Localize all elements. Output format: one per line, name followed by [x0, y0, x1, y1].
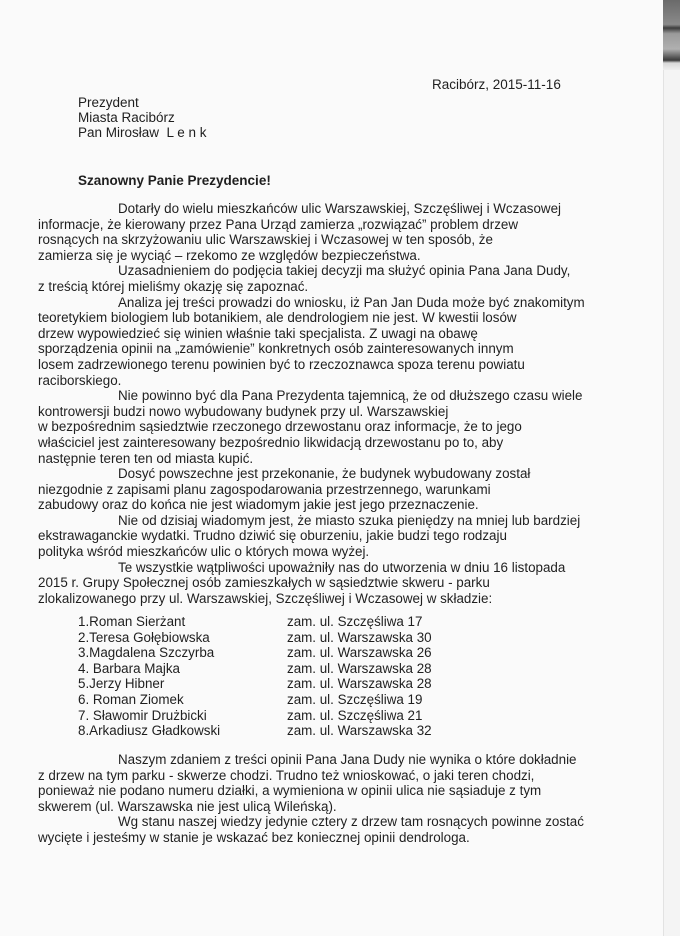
text-line: drzew wypowiedzieć się winien właśnie taki specjalista. Z uwagi na obawę: [38, 325, 478, 341]
member-row: [78, 676, 518, 692]
member-address: zam. ul. Warszawska 28: [287, 676, 432, 692]
paragraph: [38, 201, 638, 263]
member-address: zam. ul. Warszawska 28: [287, 660, 432, 676]
text-line: zlokalizowanego przy ul. Warszawskiej, Szczęśliwej i Wczasowej w składzie:: [38, 590, 493, 606]
greeting: Szanowny Panie Prezydencie!: [78, 173, 271, 188]
paragraph: [38, 263, 638, 294]
text-line: Nie od dzisiaj wiadomym jest, że miasto szuka pieniędzy na mniej lub bardziej: [118, 512, 581, 528]
member-row: [78, 708, 518, 724]
text-line: zabudowy oraz do końca nie jest wiadomym jakie jest jego przeznaczenie.: [38, 497, 479, 513]
member-address: zam. ul. Warszawska 32: [287, 723, 432, 739]
text-line: w bezpośrednim sąsiedztwie rzeczonego drzewostanu oraz informacje, że to jego: [38, 419, 522, 435]
member-name: 5.Jerzy Hibner: [78, 676, 165, 692]
text-line: właściciel jest zainteresowany bezpośrednio likwidacją drzewostanu po to, aby: [38, 434, 504, 450]
scan-edge-shadow: [663, 0, 680, 70]
text-line: losem zadrzewionego terenu powinien być to rzeczoznawca spoza terenu powiatu: [38, 356, 525, 372]
place-date: Racibórz, 2015-11-16: [432, 77, 561, 92]
member-name: 6. Roman Ziomek: [78, 691, 184, 707]
text-line: Naszym zdaniem z treści opinii Pana Jana Dudy nie wynika o które dokładnie: [118, 752, 577, 767]
recipient-line: Pan Mirosław L e n k: [78, 125, 207, 140]
text-line: wycięte i jesteśmy w stanie je wskazać bez koniecznej opinii dendrologa.: [38, 829, 470, 845]
text-line: sporządzenia opinii na „zamówienie” konkretnych osób zainteresowanych innym: [38, 341, 514, 357]
member-name: 4. Barbara Majka: [78, 660, 180, 676]
member-name: 2.Teresa Gołębiowska: [78, 629, 210, 645]
member-name: 3.Magdalena Szczyrba: [78, 645, 215, 661]
text-line: skwerem (ul. Warszawska nie jest ulicą Wileńską).: [38, 798, 337, 814]
paragraph: [38, 294, 638, 389]
text-line: raciborskiego.: [38, 372, 122, 388]
member-row: [78, 692, 518, 708]
member-address: zam. ul. Szczęśliwa 17: [287, 614, 423, 629]
member-list: [78, 614, 518, 739]
member-row: [78, 723, 518, 739]
text-line: Nie powinno być dla Pana Prezydenta tajemnicą, że od dłuższego czasu wiele: [118, 388, 583, 404]
text-line: niezgodnie z zapisami planu zagospodarowania przestrzennego, warunkami: [38, 481, 491, 497]
scan-edge: [663, 0, 680, 936]
member-address: zam. ul. Warszawska 26: [287, 645, 432, 661]
recipient-line: Miasta Racibórz: [78, 110, 175, 125]
member-name: 8.Arkadiusz Gładkowski: [78, 723, 221, 739]
member-name: 7. Sławomir Drużbicki: [78, 707, 207, 723]
member-row: [78, 630, 518, 646]
text-line: teoretykiem biologiem lub botanikiem, ale dendrologiem nie jest. W kwestii losów: [38, 310, 517, 326]
text-line: Dosyć powszechne jest przekonanie, że budynek wybudowany został: [118, 466, 531, 482]
text-line: ponieważ nie podano numeru działki, a wymieniona w opinii ulica nie sąsiaduje z tym: [38, 783, 542, 799]
paragraph: [38, 752, 638, 814]
member-row: [78, 645, 518, 661]
text-line: polityka wśród mieszkańców ulic o których mowa wyżej.: [38, 544, 370, 560]
text-line: następnie teren ten od miasta kupić.: [38, 450, 254, 466]
text-line: Uzasadnieniem do podjęcia takiej decyzji ma służyć opinia Pana Jana Dudy,: [118, 263, 571, 279]
member-address: zam. ul. Szczęśliwa 21: [287, 707, 423, 723]
paragraph: [38, 466, 638, 513]
member-row: [78, 661, 518, 677]
text-line: zamierza się je wyciąć – rzekomo ze względów bezpieczeństwa.: [38, 247, 421, 263]
recipient-line: Prezydent: [78, 95, 139, 110]
recipient-address: [78, 95, 207, 140]
text-line: rosnących na skrzyżowaniu ulic Warszawskiej i Wczasowej w ten sposób, że: [38, 232, 493, 248]
text-line: ekstrawaganckie wydatki. Trudno dziwić się oburzeniu, jakie budzi tego rodzaju: [38, 528, 507, 544]
paragraph: [38, 388, 638, 466]
member-address: zam. ul. Warszawska 30: [287, 629, 432, 645]
paragraph: [38, 512, 638, 560]
member-address: zam. ul. Szczęśliwa 19: [287, 691, 423, 707]
text-line: 2015 r. Grupy Społecznej osób zamieszkałych w sąsiedztwie skweru - parku: [38, 575, 490, 591]
text-line: z drzew na tym parku - skwerze chodzi. Trudno też wnioskować, o jaki teren chodzi,: [38, 767, 535, 783]
paragraph: [38, 559, 638, 607]
paragraph: [38, 814, 638, 845]
text-line: Analiza jej treści prowadzi do wniosku, iż Pan Jan Duda może być znakomitym: [118, 294, 585, 310]
letter-closing: [38, 752, 638, 846]
text-line: Te wszystkie wątpliwości upoważniły nas do utworzenia w dniu 16 listopada: [118, 559, 566, 575]
member-name: 1.Roman Sierżant: [78, 614, 186, 629]
letter-body: [38, 201, 638, 606]
text-line: informacje, że kierowany przez Pana Urząd zamierza „rozwiązać” problem drzew: [38, 216, 519, 232]
text-line: Wg stanu naszej wiedzy jedynie cztery z drzew tam rosnących powinne zostać: [118, 814, 584, 830]
member-row: [78, 614, 518, 630]
text-line: z treścią której mieliśmy okazję się zapoznać.: [38, 278, 309, 294]
text-line: kontrowersji budzi nowo wybudowany budynek przy ul. Warszawskiej: [38, 403, 449, 419]
text-line: Dotarły do wielu mieszkańców ulic Warszawskiej, Szczęśliwej i Wczasowej: [118, 201, 562, 216]
